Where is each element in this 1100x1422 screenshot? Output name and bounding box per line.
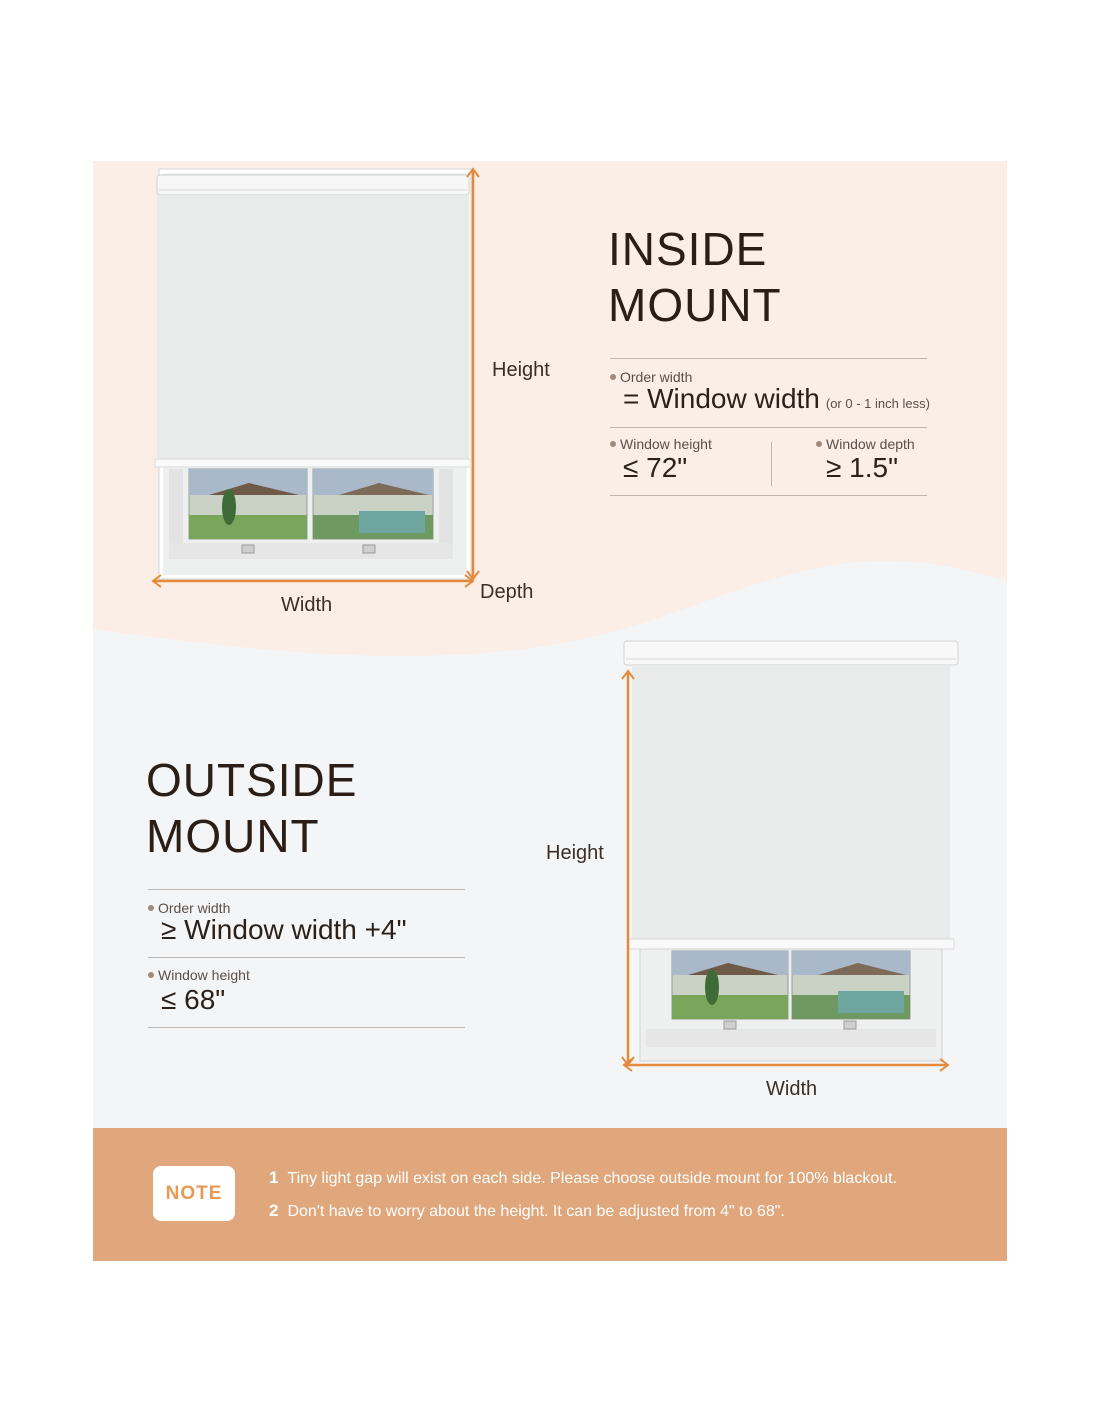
inside-depth-label: Depth xyxy=(480,581,534,603)
outside-rule-top xyxy=(148,889,465,890)
outside-rule-bottom xyxy=(148,1027,465,1028)
inside-mount-illustration xyxy=(149,165,485,593)
inside-height-spec-label xyxy=(610,436,712,452)
inside-spec-divider xyxy=(771,442,772,486)
note-band xyxy=(93,1128,1007,1261)
inside-title-line2: MOUNT xyxy=(608,279,782,331)
inside-height-label: Height xyxy=(492,359,550,381)
note-item-text: Tiny light gap will exist on each side. Please choose outside mount for 100% blackout. xyxy=(287,1170,897,1187)
outside-order-width-value: ≥ Window width +4" xyxy=(161,914,407,945)
note-item-number: 2 xyxy=(269,1201,279,1220)
outside-order-width-text: Order width xyxy=(158,900,231,916)
inside-rule-bottom xyxy=(610,495,927,496)
outside-rule-mid xyxy=(148,957,465,958)
outside-mount-illustration xyxy=(618,637,964,1077)
inside-order-width-text: Order width xyxy=(620,369,693,385)
inside-order-width-value-text: = Window width xyxy=(623,383,820,414)
inside-depth-spec-label xyxy=(816,436,915,452)
outside-mount-title xyxy=(146,752,357,864)
note-item-number: 1 xyxy=(269,1168,279,1187)
inside-depth-spec-value: ≥ 1.5" xyxy=(826,452,899,483)
inside-rule-top xyxy=(610,358,927,359)
outside-height-spec-label xyxy=(148,967,250,983)
inside-width-label: Width xyxy=(281,594,333,616)
inside-height-spec-text: Window height xyxy=(620,436,712,452)
outside-height-spec-value: ≤ 68" xyxy=(161,984,226,1015)
outside-width-label: Width xyxy=(766,1078,818,1100)
inside-title-line1: INSIDE xyxy=(608,223,768,275)
inside-rule-mid xyxy=(610,427,927,428)
note-item xyxy=(269,1201,785,1221)
inside-height-spec-value: ≤ 72" xyxy=(623,452,688,483)
note-badge: NOTE xyxy=(153,1166,235,1221)
mount-guide-card xyxy=(93,161,1007,1261)
inside-order-width-note: (or 0 - 1 inch less) xyxy=(825,396,930,411)
outside-height-spec-text: Window height xyxy=(158,967,250,983)
outside-title-line1: OUTSIDE xyxy=(146,754,358,806)
note-item-text: Don't have to worry about the height. It can be adjusted from 4" to 68". xyxy=(287,1203,785,1220)
inside-mount-title xyxy=(608,221,782,333)
outside-title-line2: MOUNT xyxy=(146,810,320,862)
outside-height-label: Height xyxy=(546,842,604,864)
note-item xyxy=(269,1168,897,1188)
inside-order-width-value xyxy=(623,383,930,415)
inside-depth-spec-text: Window depth xyxy=(826,436,915,452)
